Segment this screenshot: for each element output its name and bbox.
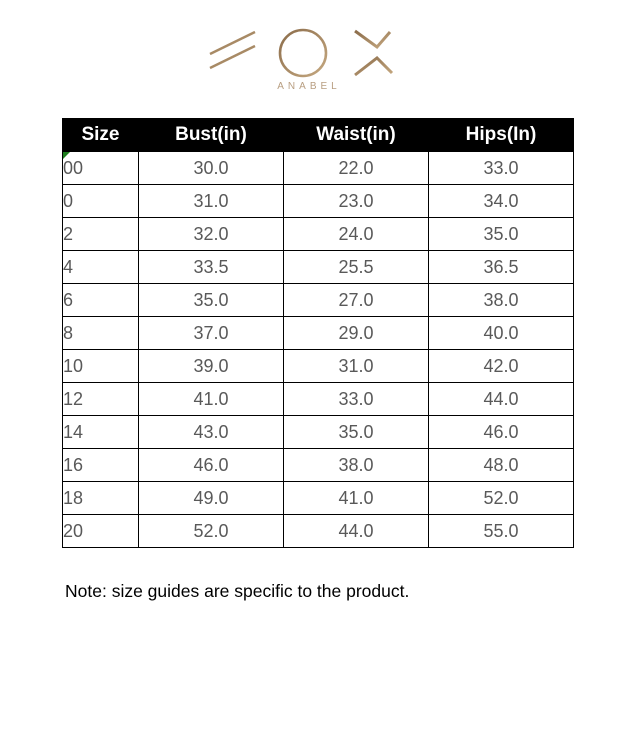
cell-waist: 41.0 — [284, 482, 429, 515]
header-row — [63, 119, 574, 152]
logo-letter-o — [280, 30, 326, 76]
nox-logo — [203, 26, 395, 82]
cell-waist: 27.0 — [284, 284, 429, 317]
table-row — [63, 383, 574, 416]
brand-subtitle: ANABEL — [277, 81, 341, 92]
cell-hips: 55.0 — [429, 515, 574, 548]
cell-size: 10 — [63, 350, 139, 383]
table-row — [63, 317, 574, 350]
cell-waist: 29.0 — [284, 317, 429, 350]
header-waist: Waist(in) — [284, 119, 429, 152]
cell-waist: 31.0 — [284, 350, 429, 383]
size-table-head — [63, 119, 574, 152]
header-hips: Hips(In) — [429, 119, 574, 152]
cell-bust: 39.0 — [139, 350, 284, 383]
cell-waist: 25.5 — [284, 251, 429, 284]
cell-size: 4 — [63, 251, 139, 284]
cell-hips: 44.0 — [429, 383, 574, 416]
note-text: Note: size guides are specific to the product. — [65, 581, 410, 601]
cell-waist: 23.0 — [284, 185, 429, 218]
header-bust: Bust(in) — [139, 119, 284, 152]
cell-bust: 43.0 — [139, 416, 284, 449]
cell-size: 14 — [63, 416, 139, 449]
table-row — [63, 515, 574, 548]
table-row — [63, 152, 574, 185]
table-row — [63, 284, 574, 317]
cell-size: 8 — [63, 317, 139, 350]
cell-waist: 44.0 — [284, 515, 429, 548]
cell-bust: 33.5 — [139, 251, 284, 284]
cell-size: 18 — [63, 482, 139, 515]
cell-size: 16 — [63, 449, 139, 482]
cell-size: 6 — [63, 284, 139, 317]
cell-waist: 35.0 — [284, 416, 429, 449]
cell-hips: 52.0 — [429, 482, 574, 515]
cell-bust: 41.0 — [139, 383, 284, 416]
table-row — [63, 416, 574, 449]
table-row — [63, 185, 574, 218]
cell-hips: 46.0 — [429, 416, 574, 449]
logo-letter-n — [210, 32, 255, 79]
cell-size: 0 — [63, 185, 139, 218]
cell-waist: 33.0 — [284, 383, 429, 416]
table-row — [63, 482, 574, 515]
green-corner-flag-icon — [63, 152, 70, 159]
cell-hips: 33.0 — [429, 152, 574, 185]
cell-bust: 32.0 — [139, 218, 284, 251]
cell-hips: 42.0 — [429, 350, 574, 383]
cell-hips: 36.5 — [429, 251, 574, 284]
cell-hips: 34.0 — [429, 185, 574, 218]
table-row — [63, 350, 574, 383]
table-row — [63, 449, 574, 482]
cell-bust: 31.0 — [139, 185, 284, 218]
size-table — [62, 118, 574, 548]
header-size: Size — [63, 119, 139, 152]
cell-size: 20 — [63, 515, 139, 548]
cell-bust: 35.0 — [139, 284, 284, 317]
cell-hips: 38.0 — [429, 284, 574, 317]
cell-hips: 40.0 — [429, 317, 574, 350]
cell-waist: 38.0 — [284, 449, 429, 482]
cell-bust: 46.0 — [139, 449, 284, 482]
table-row — [63, 218, 574, 251]
cell-size: 12 — [63, 383, 139, 416]
cell-size: 2 — [63, 218, 139, 251]
cell-bust: 49.0 — [139, 482, 284, 515]
cell-hips: 48.0 — [429, 449, 574, 482]
table-row — [63, 251, 574, 284]
size-table-body — [63, 152, 574, 548]
logo-letter-x — [355, 31, 392, 75]
cell-bust: 30.0 — [139, 152, 284, 185]
cell-bust: 52.0 — [139, 515, 284, 548]
cell-size: 00 — [63, 152, 139, 185]
cell-hips: 35.0 — [429, 218, 574, 251]
cell-bust: 37.0 — [139, 317, 284, 350]
cell-waist: 24.0 — [284, 218, 429, 251]
cell-waist: 22.0 — [284, 152, 429, 185]
